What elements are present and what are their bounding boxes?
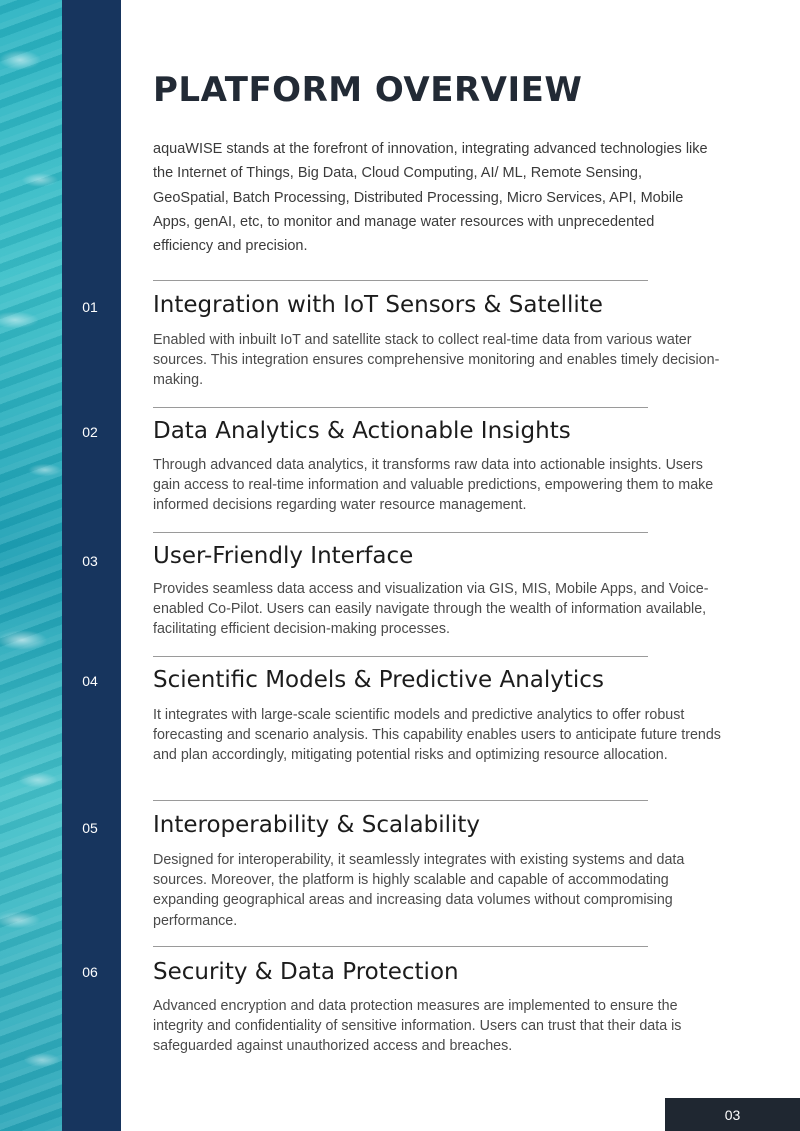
section-divider bbox=[153, 532, 648, 533]
section-body: Enabled with inbuilt IoT and satellite stack to collect real-time data from various water sources. This integration ensures comprehensive monitoring and enables timely decision-making. bbox=[153, 332, 720, 389]
page-title: PLATFORM OVERVIEW bbox=[153, 70, 583, 110]
intro-paragraph: aquaWISE stands at the forefront of innovation, integrating advanced technologies like the Internet of Things, Big Data, Cloud Computing, AI/ ML, Remote Sensing, GeoSpatial, Batch Processing, Distributed Processing, Micro Services, API, Mobile Apps, genAI, etc, to monitor and manage water resources with unprecedented efficiency and precision. bbox=[153, 141, 708, 255]
section-body: Designed for interoperability, it seamlessly integrates with existing systems and data sources. Moreover, the platform is highly scalable and capable of accommodating expanding geographical areas and increasing data volumes without compromising performance. bbox=[153, 852, 685, 929]
page-number-tab bbox=[665, 1098, 800, 1131]
section-heading: Security & Data Protection bbox=[153, 959, 459, 985]
section-number: 05 bbox=[82, 820, 98, 836]
section-heading: Integration with IoT Sensors & Satellite bbox=[153, 292, 603, 318]
section-divider bbox=[153, 656, 648, 657]
section-body: It integrates with large-scale scientific models and predictive analytics to offer robust forecasting and scenario analysis. This capability enables users to anticipate future trends and plan accordingly, mitigating potential risks and optimizing resource allocation. bbox=[153, 707, 721, 764]
section-heading: Scientific Models & Predictive Analytics bbox=[153, 667, 604, 693]
section-body: Provides seamless data access and visualization via GIS, MIS, Mobile Apps, and Voice-enabled Co-Pilot. Users can easily navigate through the wealth of information available, facilitating efficient decision-making processes. bbox=[153, 581, 709, 638]
section-divider bbox=[153, 407, 648, 408]
section-number: 01 bbox=[82, 299, 98, 315]
section-body: Through advanced data analytics, it transforms raw data into actionable insights. Users gain access to real-time information and valuable predictions, empowering them to make informed decisions regarding water resource management. bbox=[153, 457, 714, 514]
water-photo-strip bbox=[0, 0, 62, 1131]
section-heading: Interoperability & Scalability bbox=[153, 812, 481, 838]
section-divider bbox=[153, 280, 648, 281]
section-number: 06 bbox=[82, 964, 98, 980]
section-number: 04 bbox=[82, 673, 98, 689]
section-body: Advanced encryption and data protection measures are implemented to ensure the integrity and confidentiality of sensitive information. Users can trust that their data is safeguarded against unauthorized access and breaches. bbox=[153, 998, 682, 1055]
section-heading: Data Analytics & Actionable Insights bbox=[153, 418, 571, 444]
section-number: 03 bbox=[82, 553, 98, 569]
section-divider bbox=[153, 946, 648, 947]
section-divider bbox=[153, 800, 648, 801]
page-number: 03 bbox=[724, 1106, 741, 1123]
section-heading: User-Friendly Interface bbox=[153, 543, 414, 569]
section-number: 02 bbox=[82, 424, 98, 440]
